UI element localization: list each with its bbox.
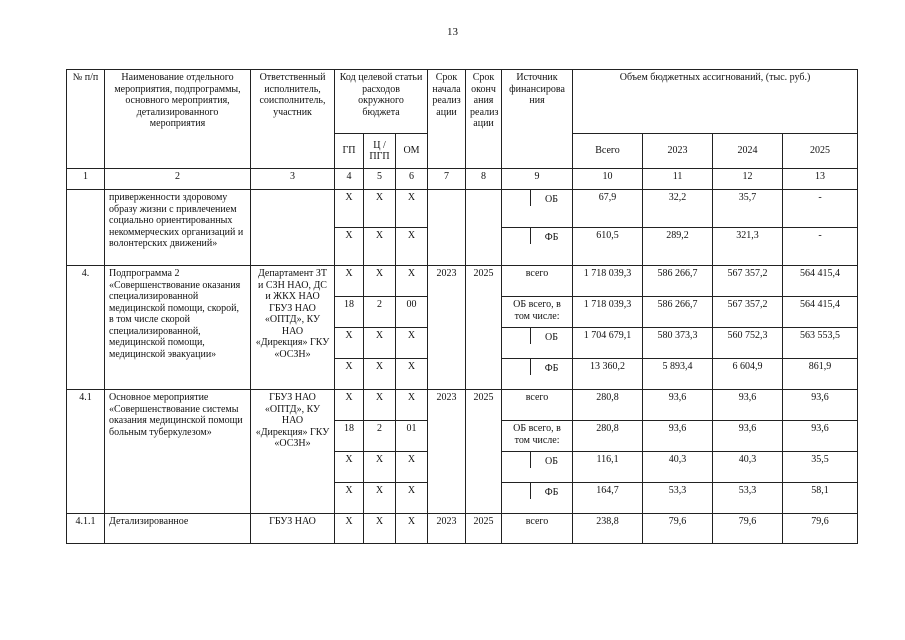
row-responsible: ГБУЗ НАО «ОПТД», КУ НАО «Дирекция» ГКУ «ОСЗН» — [251, 390, 335, 514]
row-responsible: Департамент ЗТ и СЗН НАО, ДС и ЖКХ НАО ГБУЗ НАО «ОПТД», КУ НАО «Дирекция» ГКУ «ОСЗН» — [251, 266, 335, 390]
row-responsible — [251, 190, 335, 266]
column-number: 10 — [573, 169, 643, 190]
column-number: 1 — [67, 169, 105, 190]
row-total: 280,8 — [573, 421, 643, 452]
row-2025: 93,6 — [783, 421, 858, 452]
column-number: 11 — [643, 169, 713, 190]
row-cpgp: Х — [364, 514, 396, 544]
row-2023: 586 266,7 — [643, 297, 713, 328]
header-row — [67, 70, 858, 134]
row-2024: 560 752,3 — [713, 328, 783, 359]
row-cpgp: 2 — [364, 421, 396, 452]
row-2025: - — [783, 190, 858, 228]
row-gp: Х — [335, 483, 364, 514]
row-2025: 58,1 — [783, 483, 858, 514]
row-cpgp: Х — [364, 452, 396, 483]
header-start: Срок начала реализ ации — [428, 70, 466, 169]
row-2023: 53,3 — [643, 483, 713, 514]
row-om: Х — [396, 266, 428, 297]
row-cpgp: Х — [364, 390, 396, 421]
row-name: приверженности здоровому образу жизни с привлечением социально ориентированных некоммерческих организаций и волонтерских движений» — [105, 190, 251, 266]
row-om: 01 — [396, 421, 428, 452]
header-total: Всего — [573, 134, 643, 169]
row-total: 1 718 039,3 — [573, 266, 643, 297]
header-2023: 2023 — [643, 134, 713, 169]
row-source: всего — [502, 390, 573, 421]
row-om: Х — [396, 390, 428, 421]
row-number: 4. — [67, 266, 105, 390]
row-gp: 18 — [335, 421, 364, 452]
row-2024: 6 604,9 — [713, 359, 783, 390]
row-gp: Х — [335, 359, 364, 390]
row-total: 67,9 — [573, 190, 643, 228]
budget-table — [66, 69, 858, 544]
row-2025: 93,6 — [783, 390, 858, 421]
row-cpgp: 2 — [364, 297, 396, 328]
row-cpgp: Х — [364, 359, 396, 390]
row-source: всего — [502, 266, 573, 297]
row-2024: 93,6 — [713, 390, 783, 421]
row-2025: 563 553,5 — [783, 328, 858, 359]
row-number: 4.1 — [67, 390, 105, 514]
row-end: 2025 — [466, 514, 502, 544]
row-total: 1 718 039,3 — [573, 297, 643, 328]
header-number: № п/п — [67, 70, 105, 169]
row-om: Х — [396, 228, 428, 266]
row-2025: 564 415,4 — [783, 297, 858, 328]
row-2024: 93,6 — [713, 421, 783, 452]
header-gp: ГП — [335, 134, 364, 169]
row-cpgp: Х — [364, 266, 396, 297]
row-2024: 567 357,2 — [713, 266, 783, 297]
row-name: Подпрограмма 2 «Совершенствование оказания специализированной медицинской помощи, скорой, в том числе скорой специализированной, медицинской помощи, медицинской эвакуации» — [105, 266, 251, 390]
column-number: 4 — [335, 169, 364, 190]
row-start: 2023 — [428, 266, 466, 390]
row-source-cell — [502, 328, 573, 359]
header-om: ОМ — [396, 134, 428, 169]
table-row — [67, 514, 858, 544]
column-number: 2 — [105, 169, 251, 190]
row-source: всего — [502, 514, 573, 544]
row-source-cell — [502, 228, 573, 266]
row-start: 2023 — [428, 514, 466, 544]
table-row — [67, 266, 858, 297]
row-om: Х — [396, 452, 428, 483]
row-total: 280,8 — [573, 390, 643, 421]
row-gp: Х — [335, 190, 364, 228]
row-total: 164,7 — [573, 483, 643, 514]
row-2024: 35,7 — [713, 190, 783, 228]
header-responsible: Ответственный исполнитель, соисполнитель, участник — [251, 70, 335, 169]
row-2023: 93,6 — [643, 421, 713, 452]
row-responsible: ГБУЗ НАО — [251, 514, 335, 544]
row-source: ОБ — [545, 194, 559, 205]
row-gp: Х — [335, 452, 364, 483]
column-number: 8 — [466, 169, 502, 190]
column-number: 7 — [428, 169, 466, 190]
header-end: Срок оконч ания реализ ации — [466, 70, 502, 169]
row-total: 116,1 — [573, 452, 643, 483]
row-gp: 18 — [335, 297, 364, 328]
row-om: Х — [396, 190, 428, 228]
table-row — [67, 390, 858, 421]
header-code-group: Код целевой статьи расходов окружного бюджета — [335, 70, 428, 134]
table-row — [67, 190, 858, 228]
page-number: 13 — [447, 26, 458, 38]
row-gp: Х — [335, 514, 364, 544]
row-name: Детализированное — [105, 514, 251, 544]
row-source: ОБ — [545, 332, 559, 343]
row-cpgp: Х — [364, 228, 396, 266]
row-2025: 861,9 — [783, 359, 858, 390]
row-start — [428, 190, 466, 266]
row-2024: 40,3 — [713, 452, 783, 483]
row-2025: - — [783, 228, 858, 266]
row-number: 4.1.1 — [67, 514, 105, 544]
row-2023: 289,2 — [643, 228, 713, 266]
row-source: ФБ — [544, 487, 559, 498]
column-number: 13 — [783, 169, 858, 190]
column-number: 5 — [364, 169, 396, 190]
row-start: 2023 — [428, 390, 466, 514]
row-source-cell — [502, 483, 573, 514]
row-source: ФБ — [544, 232, 559, 243]
column-number: 3 — [251, 169, 335, 190]
row-source: ФБ — [544, 363, 559, 374]
header-cpgp: Ц / ПГП — [364, 134, 396, 169]
row-gp: Х — [335, 390, 364, 421]
row-om: Х — [396, 483, 428, 514]
row-source-cell — [502, 359, 573, 390]
header-name: Наименование отдельного мероприятия, подпрограммы, основного мероприятия, детализированного мероприятия — [105, 70, 251, 169]
row-cpgp: Х — [364, 328, 396, 359]
row-end: 2025 — [466, 390, 502, 514]
row-total: 1 704 679,1 — [573, 328, 643, 359]
row-total: 238,8 — [573, 514, 643, 544]
row-total: 610,5 — [573, 228, 643, 266]
row-om: Х — [396, 328, 428, 359]
header-source: Источник финансирова ния — [502, 70, 573, 169]
row-om: 00 — [396, 297, 428, 328]
header-budget-group: Объем бюджетных ассигнований, (тыс. руб.) — [573, 70, 858, 134]
row-2025: 79,6 — [783, 514, 858, 544]
row-2023: 93,6 — [643, 390, 713, 421]
row-2023: 32,2 — [643, 190, 713, 228]
row-gp: Х — [335, 328, 364, 359]
row-om: Х — [396, 514, 428, 544]
row-om: Х — [396, 359, 428, 390]
row-2025: 564 415,4 — [783, 266, 858, 297]
row-2023: 580 373,3 — [643, 328, 713, 359]
header-2025: 2025 — [783, 134, 858, 169]
row-name: Основное мероприятие «Совершенствование системы оказания медицинской помощи больным туберкулезом» — [105, 390, 251, 514]
column-number: 9 — [502, 169, 573, 190]
row-source-cell — [502, 452, 573, 483]
column-numbers-row — [67, 169, 858, 190]
row-2023: 79,6 — [643, 514, 713, 544]
row-source-cell — [502, 190, 573, 228]
row-gp: Х — [335, 266, 364, 297]
row-2024: 321,3 — [713, 228, 783, 266]
row-cpgp: Х — [364, 190, 396, 228]
row-end: 2025 — [466, 266, 502, 390]
row-source: ОБ всего, в том числе: — [502, 421, 573, 452]
row-2023: 40,3 — [643, 452, 713, 483]
row-end — [466, 190, 502, 266]
row-number — [67, 190, 105, 266]
row-2023: 586 266,7 — [643, 266, 713, 297]
column-number: 6 — [396, 169, 428, 190]
row-2025: 35,5 — [783, 452, 858, 483]
row-2024: 53,3 — [713, 483, 783, 514]
column-number: 12 — [713, 169, 783, 190]
row-source: ОБ всего, в том числе: — [502, 297, 573, 328]
row-2023: 5 893,4 — [643, 359, 713, 390]
header-2024: 2024 — [713, 134, 783, 169]
row-total: 13 360,2 — [573, 359, 643, 390]
row-gp: Х — [335, 228, 364, 266]
row-cpgp: Х — [364, 483, 396, 514]
row-2024: 567 357,2 — [713, 297, 783, 328]
row-2024: 79,6 — [713, 514, 783, 544]
row-source: ОБ — [545, 456, 559, 467]
